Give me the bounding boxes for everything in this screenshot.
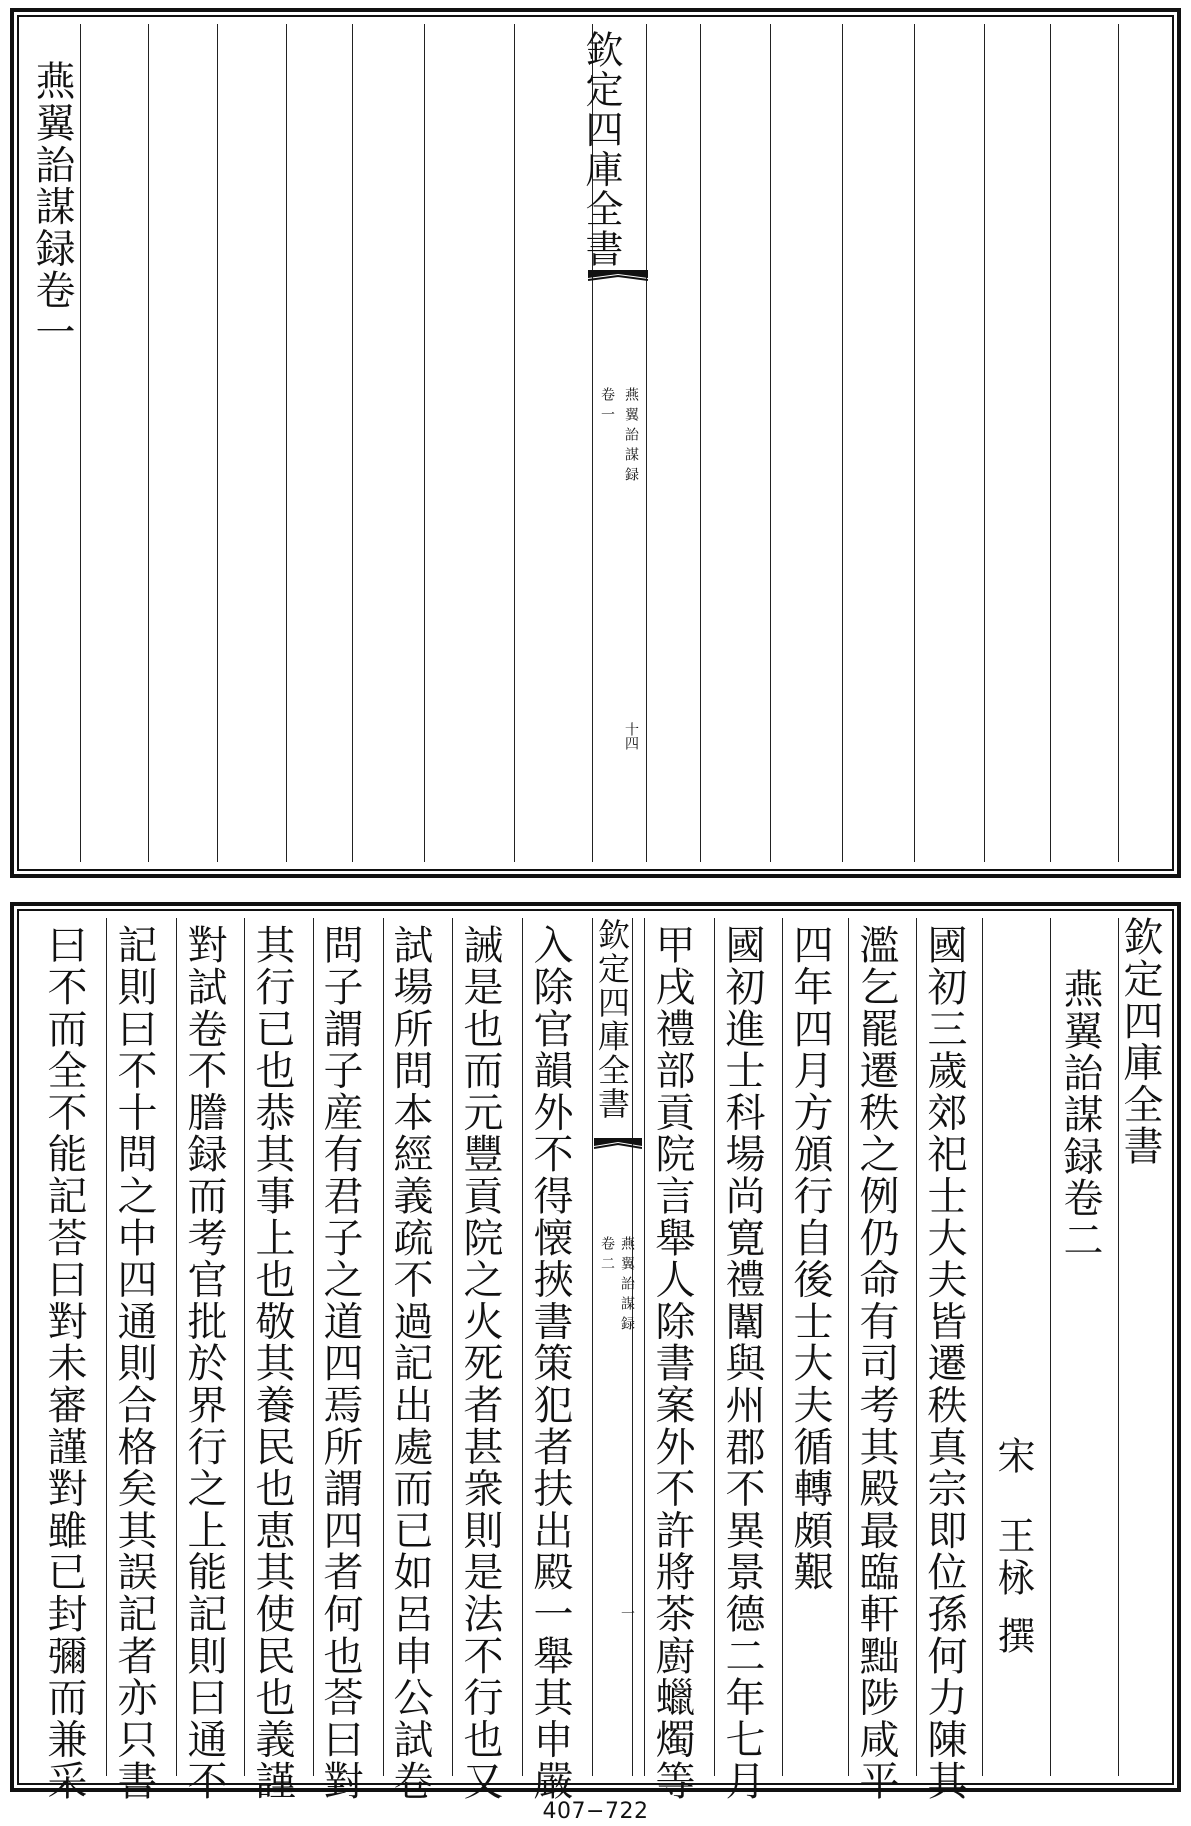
column-rule [522, 918, 523, 1776]
text-column: 記則曰不十問之中四通則合格矣其誤記者亦只書 [111, 924, 157, 1802]
text-column: 四年四月方頒行自後士大夫循轉頗艱 [787, 924, 833, 1593]
column-rule [914, 24, 915, 862]
column-rule [313, 918, 314, 1776]
text-column: 入除官韻外不得懐挾書策犯者扶出殿一舉其申嚴 [527, 924, 573, 1802]
text-column: 國初三歲郊祀士大夫皆遷秩真宗即位孫何力陳其 [921, 924, 967, 1802]
text-column: 濫乞罷遷秩之例仍命有司考其殿最臨軒黜陟咸平 [853, 924, 899, 1802]
column-rule [782, 918, 783, 1776]
text-column: 對試卷不謄録而考官批於界行之上能記則曰通不 [181, 924, 227, 1802]
column-rule [383, 918, 384, 1776]
column-rule [646, 24, 647, 862]
author-dynasty: 宋 [991, 1436, 1035, 1476]
text-column: 誡是也而元豐貢院之火死者甚衆則是法不行也又 [457, 924, 503, 1802]
column-rule [700, 24, 701, 862]
column-rule [842, 24, 843, 862]
text-column: 問子謂子産有君子之道四焉所謂四者何也荅曰對 [317, 924, 363, 1802]
volume-title: 燕翼詒謀録卷一 [29, 60, 75, 353]
center-folio: 一 [619, 1606, 635, 1626]
fold-mark-icon [594, 1138, 642, 1164]
column-rule [514, 24, 515, 862]
column-rule [632, 918, 633, 1776]
center-volume: 卷二 [599, 1236, 615, 1276]
column-rule [452, 918, 453, 1776]
fold-mark-icon [588, 270, 648, 296]
column-rule [916, 918, 917, 1776]
column-rule [984, 24, 985, 862]
page-number: 407−722 [542, 1799, 649, 1824]
column-rule [982, 918, 983, 1776]
center-folio: 十四 [623, 722, 639, 750]
column-rule [848, 918, 849, 1776]
text-column: 甲戌禮部貢院言舉人除書案外不許將茶廚蠟燭等 [649, 924, 695, 1802]
text-column: 其行已也恭其事上也敬其養民也恵其使民也義謹 [249, 924, 295, 1802]
text-column: 試場所問本經義疏不過記出處而已如呂申公試卷 [387, 924, 433, 1802]
top-page-frame [10, 8, 1181, 878]
column-rule [1118, 24, 1119, 862]
text-column: 國初進士科場尚寛禮闈與州郡不異景德二年七月 [719, 924, 765, 1802]
column-rule [244, 918, 245, 1776]
center-banner: 欽定四庫全書 [593, 918, 631, 1121]
author-role: 撰 [991, 1616, 1035, 1656]
column-rule [424, 24, 425, 862]
column-rule [1050, 24, 1051, 862]
column-rule [770, 24, 771, 862]
column-rule [80, 24, 81, 862]
author-name: 王栐 [991, 1516, 1035, 1600]
column-rule [148, 24, 149, 862]
column-rule [217, 24, 218, 862]
column-rule [106, 918, 107, 1776]
center-book-title: 燕翼詒謀録 [619, 1236, 635, 1336]
center-banner: 欽定四庫全書 [579, 30, 623, 269]
column-rule [286, 24, 287, 862]
column-rule [644, 918, 645, 1776]
column-rule [1050, 918, 1051, 1776]
volume-title: 燕翼詒謀録卷二 [1057, 968, 1103, 1261]
column-rule [176, 918, 177, 1776]
center-volume: 卷一 [599, 387, 615, 427]
text-column: 曰不而全不能記荅曰對未審謹對雖已封彌而兼采 [41, 924, 87, 1802]
column-rule [714, 918, 715, 1776]
column-rule [352, 24, 353, 862]
bottom-page-frame [10, 902, 1181, 1802]
center-book-title: 燕翼詒謀録 [623, 387, 639, 487]
page-header: 欽定四庫全書 [1117, 916, 1163, 1167]
